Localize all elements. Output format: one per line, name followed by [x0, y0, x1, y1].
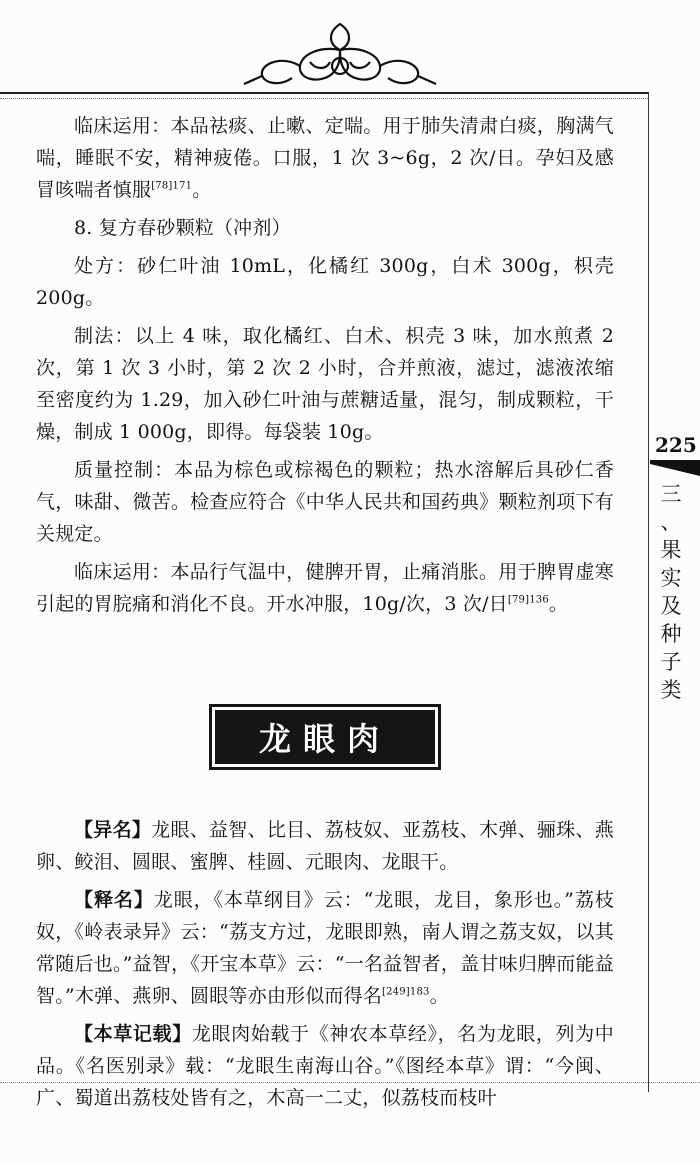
side-char: 三 — [660, 482, 682, 506]
paragraph: 临床运用：本品祛痰、止嗽、定喘。用于肺失清肃白痰，胸满气喘，睡眠不安，精神疲倦。口服，1 次 3~6g，2 次/日。孕妇及感冒咳喘者慎服$^{[78]171}$。 — [36, 115, 614, 201]
entry-tag: 【释名】 — [74, 889, 154, 911]
paragraph: 处方：砂仁叶油 10mL，化橘红 300g，白术 300g，枳壳 200g。 — [36, 255, 614, 309]
side-char: 种 — [660, 622, 682, 646]
side-char: 果 — [660, 538, 682, 562]
tab-wedge-marker — [650, 460, 700, 476]
citation: [249]183 — [382, 986, 430, 998]
paragraph: 【异名】龙眼、益智、比目、荔枝奴、亚荔枝、木弹、骊珠、燕卵、鲛泪、圆眼、蜜脾、桂圆、元眼肉、龙眼干。 — [36, 819, 614, 873]
section-title: 龙眼肉 — [215, 710, 435, 764]
side-char: 实 — [660, 566, 682, 590]
citation: [79]136 — [507, 594, 549, 606]
entry-tag: 【本草记载】 — [74, 1023, 192, 1045]
side-char: 、 — [660, 510, 682, 534]
entry-tag: 【异名】 — [74, 819, 152, 841]
page-body — [36, 110, 614, 1114]
paragraph: 质量控制：本品为棕色或棕褐色的颗粒；热水溶解后具砂仁香气，味甜、微苦。检查应符合《中华人民共和国药典》颗粒剂项下有关规定。 — [36, 459, 614, 545]
top-rule — [0, 92, 648, 94]
decorative-knot-ornament — [240, 18, 440, 90]
paragraph: 【本草记载】龙眼肉始载于《神农本草经》，名为龙眼，列为中品。《名医别录》载：“龙眼生南海山谷。”《图经本草》谓：“今闽、广、蜀道出荔枝处皆有之，木高一二丈，似荔枝而枝叶 — [36, 1023, 614, 1109]
paragraph: 临床运用：本品行气温中，健脾开胃，止痛消胀。用于脾胃虚寒引起的胃脘痛和消化不良。开水冲服，10g/次，3 次/日$^{[79]136}$。 — [36, 561, 614, 615]
top-dotted-rule — [0, 98, 648, 99]
section-heading — [36, 710, 614, 764]
citation: [78]171 — [151, 180, 193, 192]
side-char: 类 — [660, 678, 682, 702]
chapter-side-label — [657, 480, 685, 704]
margin-rule — [648, 92, 649, 1092]
side-char: 子 — [660, 650, 682, 674]
page-number: 225 — [655, 433, 697, 457]
paragraph: 制法：以上 4 味，取化橘红、白术、枳壳 3 味，加水煎煮 2 次，第 1 次 3 小时，第 2 次 2 小时，合并煎液，滤过，滤液浓缩至密度约为 1.29，加入砂仁叶油与蔗糖适量，混匀，制成颗粒，干燥，制成 1 000g，即得。每袋装 10g。 — [36, 325, 614, 443]
bottom-dotted-rule — [0, 1082, 700, 1083]
paragraph: 8. 复方春砂颗粒（冲剂） — [74, 217, 291, 239]
paragraph: 【释名】龙眼，《本草纲目》云：“龙眼，龙目，象形也。”荔枝奴，《岭表录异》云：“荔支方过，龙眼即熟，南人谓之荔支奴，以其常随后也。”益智，《开宝本草》云：“一名益智者，盖甘味归脾而能益智。”木弹、燕卵、圆眼等亦由形似而得名$^{[249]183}$。 — [36, 889, 614, 1007]
side-char: 及 — [660, 594, 682, 618]
